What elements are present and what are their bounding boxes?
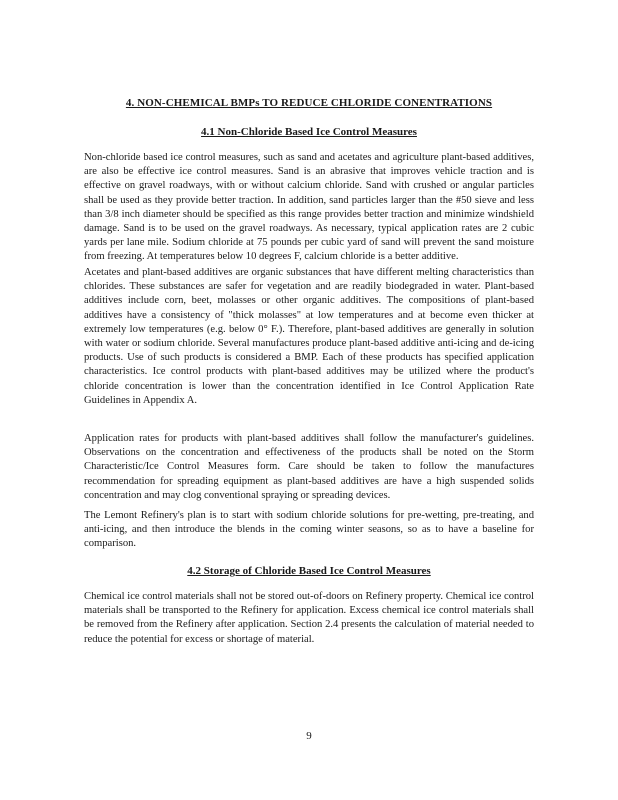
- paragraph-acetates: Acetates and plant-based additives are organic substances that have different melting characteristics than chlorides. These substances are safer for vegetation and are readily biodegraded in water. Plant-based additives include corn, beet, molasses or other organic additives. The compositions of plant-based additives have a consistency of "thick molasses" at low temperatures and at become even thicker at extremely low temperatures (e.g. below 0° F.). Therefore, plant-based additives are generally in solution with water or sodium chloride. Several manufactures produce plant-based additive anti-icing and de-icing products. Use of such products is considered a BMP. Each of these products has specified application characteristics. Ice control products with plant-based additives may be utilized where the product's chloride concentration is lower than the concentration identified in Ice Control Application Rate Guidelines in Appendix A.: [84, 267, 534, 406]
- page-number: 9: [306, 730, 312, 742]
- subsection-heading-4-2: 4.2 Storage of Chloride Based Ice Control Measures: [187, 565, 431, 577]
- paragraph-refinery-plan: The Lemont Refinery's plan is to start with sodium chloride solutions for pre-wetting, pre-treating, and anti-icing, and then introduce the blends in the coming winter seasons, so as to have a baseline for comparison.: [84, 510, 534, 550]
- subsection-heading-4-1: 4.1 Non-Chloride Based Ice Control Measures: [201, 126, 417, 138]
- section-heading: 4. NON-CHEMICAL BMPs TO REDUCE CHLORIDE CONENTRATIONS: [125, 97, 493, 109]
- paragraph-storage: Chemical ice control materials shall not be stored out-of-doors on Refinery property. Chemical ice control materials shall be transported to the Refinery for application. Excess chemical ice control materials shall be removed from the Refinery after application. Section 2.4 presents the calculation of material needed to reduce the potential for excess or shortage of material.: [84, 591, 534, 645]
- paragraph-application-rates: Application rates for products with plant-based additives shall follow the manufacturer's guidelines. Observations on the concentration and effectiveness of the products shall be noted on the Storm Characteristic/Ice Control Measures form. Care should be taken to follow the manufactures recommendation for spreading equipment as plant-based additives are have a high suspended solids concentration and may clog conventional spraying or spreading devices.: [84, 433, 534, 501]
- paragraph-sand: Non-chloride based ice control measures, such as sand and acetates and agriculture plant-based additives, are also be effective ice control measures. Sand is an abrasive that improves vehicle traction and is effective on gravel roadways, with or without calcium chloride. Sand with crushed or angular particles shall be used as they provide better traction. In addition, sand particles larger than the #50 sieve and less than 3/8 inch diameter should be specified as this range provides better traction and minimize windshield damage. Sand is to be used on the gravel roadways. As necessary, typical application rates are 2 cubic yards per lane mile. Sodium chloride at 75 pounds per cubic yard of sand will prevent the sand moisture from freezing. At temperatures below 10 degrees F, calcium chloride is a better additive.: [84, 152, 534, 263]
